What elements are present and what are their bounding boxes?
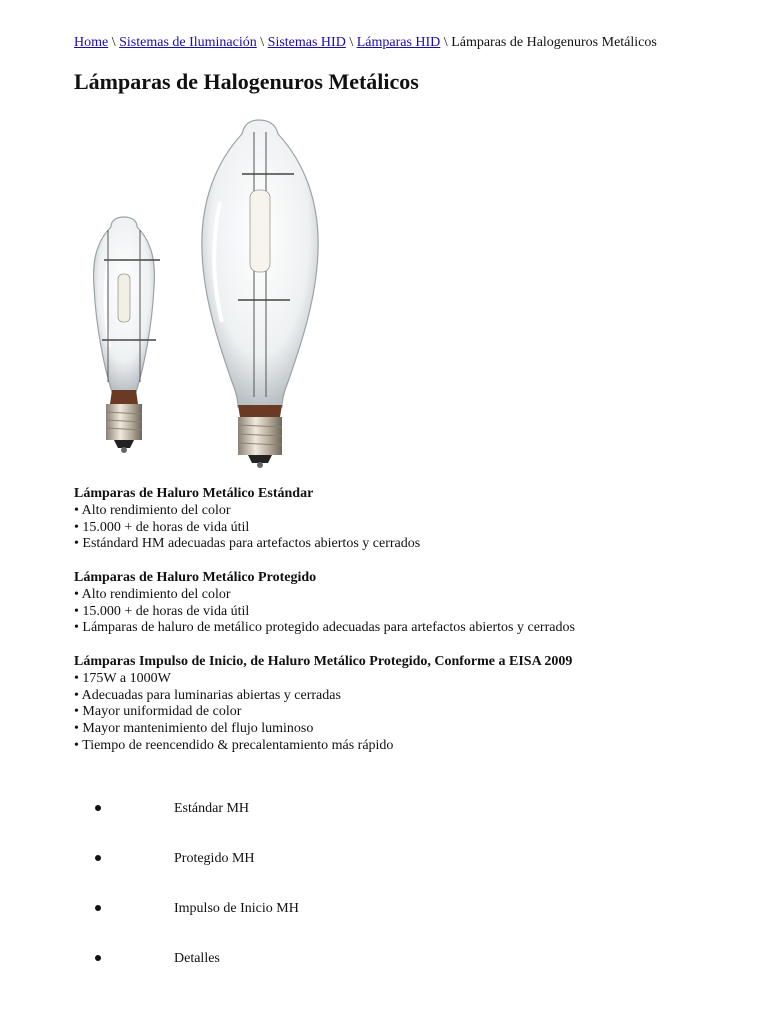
breadcrumb-current: Lámparas de Halogenuros Metálicos [451,35,657,50]
section-standard [74,486,420,553]
section-heading: Lámparas de Haluro Metálico Protegido [74,570,317,585]
bullet-dot [95,805,101,811]
bullet-dot [95,855,101,861]
breadcrumb-separator: \ [443,35,448,50]
bullet-item: • Estándard HM adecuadas para artefactos abiertos y cerrados [74,536,421,552]
bullet-item: • Mayor mantenimiento del flujo luminoso [74,721,314,737]
list-item-label[interactable]: Detalles [174,951,220,966]
bullet-dot [95,905,101,911]
small-lamp-shape [94,217,160,453]
bullet-item: • 15.000 + de horas de vida útil [74,603,250,619]
section-pulse-start [74,654,572,755]
bullet-item: • Tiempo de reencendido & precalentamiento más rápido [74,737,394,753]
breadcrumb-separator: \ [349,35,354,50]
section-heading: Lámparas Impulso de Inicio, de Haluro Metálico Protegido, Conforme a EISA 2009 [74,654,573,669]
breadcrumb-link-lamparas-hid[interactable]: Lámparas HID [356,35,441,50]
breadcrumb-link-sistemas-hid[interactable]: Sistemas HID [267,35,346,50]
section-heading: Lámparas de Haluro Metálico Estándar [74,486,314,501]
breadcrumb-separator: \ [111,35,116,50]
large-lamp-shape [202,120,318,468]
breadcrumb-link-sistemas-iluminacion[interactable]: Sistemas de Iluminación [119,35,257,50]
bullet-item: • Alto rendimiento del color [74,502,231,518]
bullet-item: • Alto rendimiento del color [74,586,231,602]
metal-halide-lamps-image [74,112,374,472]
list-item-label[interactable]: Protegido MH [174,851,255,866]
bullet-dot [95,955,101,961]
bullet-item: • Mayor uniformidad de color [74,704,242,720]
list-item-label[interactable]: Impulso de Inicio MH [174,901,299,916]
bullet-item: • Adecuadas para luminarias abiertas y cerradas [74,687,341,703]
bullet-item: • Lámparas de haluro de metálico protegido adecuadas para artefactos abiertos y cerrados [74,620,575,636]
breadcrumb-separator: \ [260,35,265,50]
bullet-item: • 15.000 + de horas de vida útil [74,519,250,535]
page-title: Lámparas de Halogenuros Metálicos [74,69,419,94]
breadcrumb [74,34,657,52]
section-protected [74,570,575,637]
list-item-label[interactable]: Estándar MH [174,801,250,816]
bullet-item: • 175W a 1000W [74,670,171,686]
breadcrumb-link-home[interactable]: Home [74,35,109,50]
